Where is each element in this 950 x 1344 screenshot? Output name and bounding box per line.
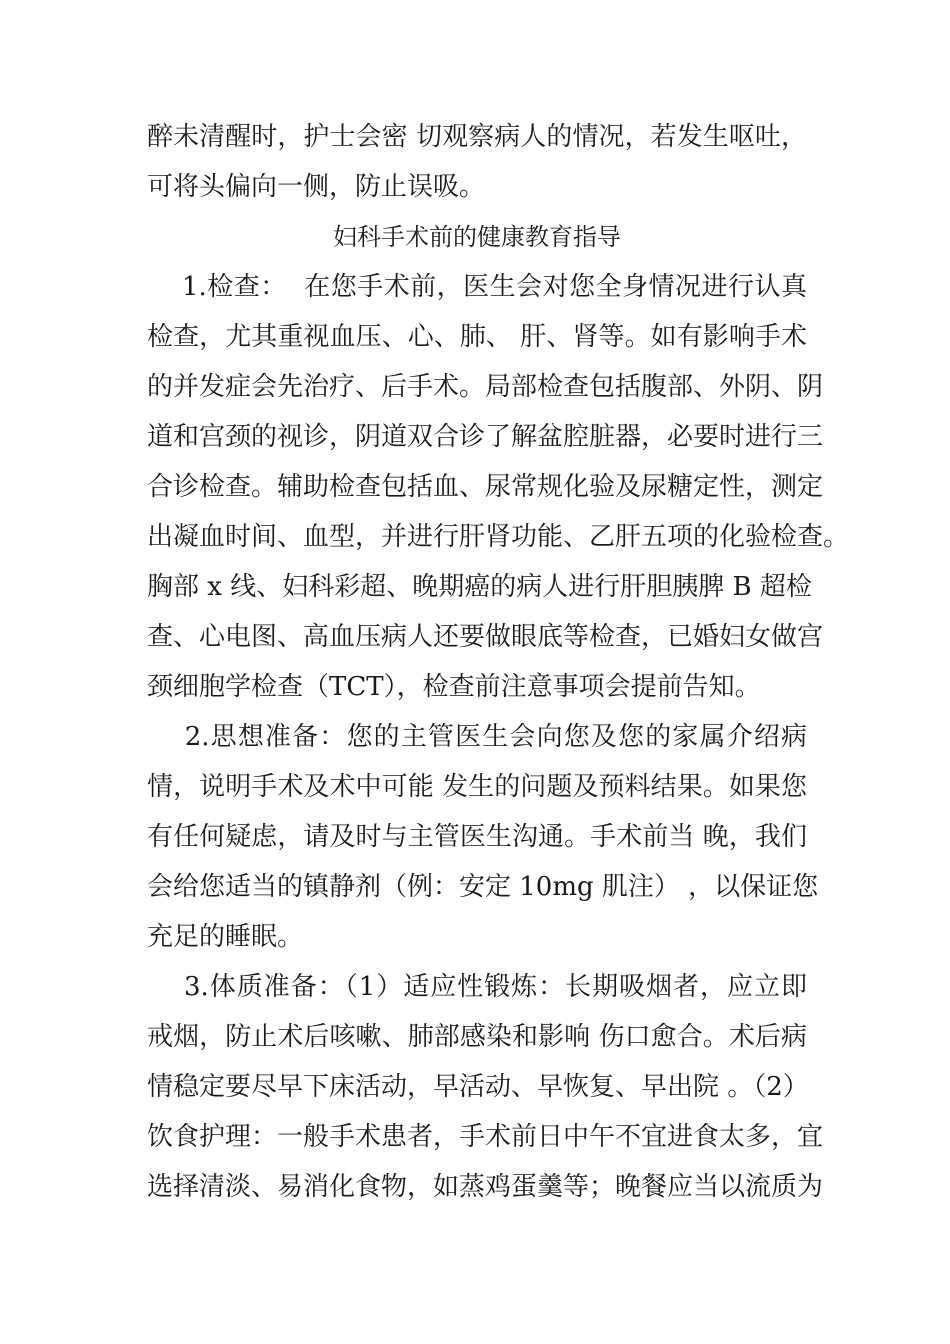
paragraph-line: 会给您适当的镇静剂（例：安定 10mg 肌注） ，以保证您 — [147, 872, 819, 902]
paragraph-line: 有任何疑虑，请及时与主管医生沟通。手术前当 晚，我们 — [147, 822, 807, 852]
paragraph-line: 胸部 x 线、妇科彩超、晚期癌的病人进行肝胆胰脾 B 超检 — [147, 572, 812, 602]
paragraph-line: 道和宫颈的视诊，阴道双合诊了解盆腔脏器，必要时进行三 — [147, 422, 824, 452]
document-page — [147, 112, 850, 1212]
paragraph-line: 充足的睡眠。 — [147, 922, 304, 952]
paragraph-line: 选择清淡、易消化食物，如蒸鸡蛋羹等；晚餐应当以流质为 — [147, 1172, 824, 1202]
paragraph-line: 颈细胞学检查（TCT），检查前注意事项会提前告知。 — [147, 672, 761, 702]
paragraph-line: 戒烟，防止术后咳嗽、肺部感染和影响 伤口愈合。术后病 — [147, 1022, 807, 1052]
paragraph-line: 情，说明手术及术中可能 发生的问题及预料结果。如果您 — [147, 772, 807, 802]
paragraph-line: 合诊检查。辅助检查包括血、尿常规化验及尿糖定性，测定 — [147, 472, 824, 502]
paragraph-line: 可将头偏向一侧，防止误吸。 — [147, 172, 486, 202]
paragraph-line: 饮食护理：一般手术患者，手术前日中午不宜进食太多，宜 — [147, 1122, 824, 1152]
paragraph-line: 出凝血时间、血型，并进行肝肾功能、乙肝五项的化验检查。 — [147, 522, 850, 552]
paragraph-line: 的并发症会先治疗、后手术。局部检查包括腹部、外阴、阴 — [147, 372, 824, 402]
paragraph-line: 1.检查： 在您手术前，医生会对您全身情况进行认真 — [147, 272, 807, 302]
paragraph-line: 情稳定要尽早下床活动，早活动、早恢复、早出院 。（2） — [147, 1072, 809, 1102]
section-title: 妇科手术前的健康教育指导 — [333, 223, 621, 251]
paragraph-line: 醉未清醒时，护士会密 切观察病人的情况，若发生呕吐， — [147, 122, 807, 152]
paragraph-line: 3.体质准备：（1）适应性锻炼：长期吸烟者，应立即 — [147, 972, 807, 1002]
paragraph-line: 2.思想准备：您的主管医生会向您及您的家属介绍病 — [147, 722, 807, 752]
paragraph-line: 查、心电图、高血压病人还要做眼底等检查，已婚妇女做宫 — [147, 622, 824, 652]
paragraph-line: 检查，尤其重视血压、心、肺、 肝、肾等。如有影响手术 — [147, 322, 807, 352]
